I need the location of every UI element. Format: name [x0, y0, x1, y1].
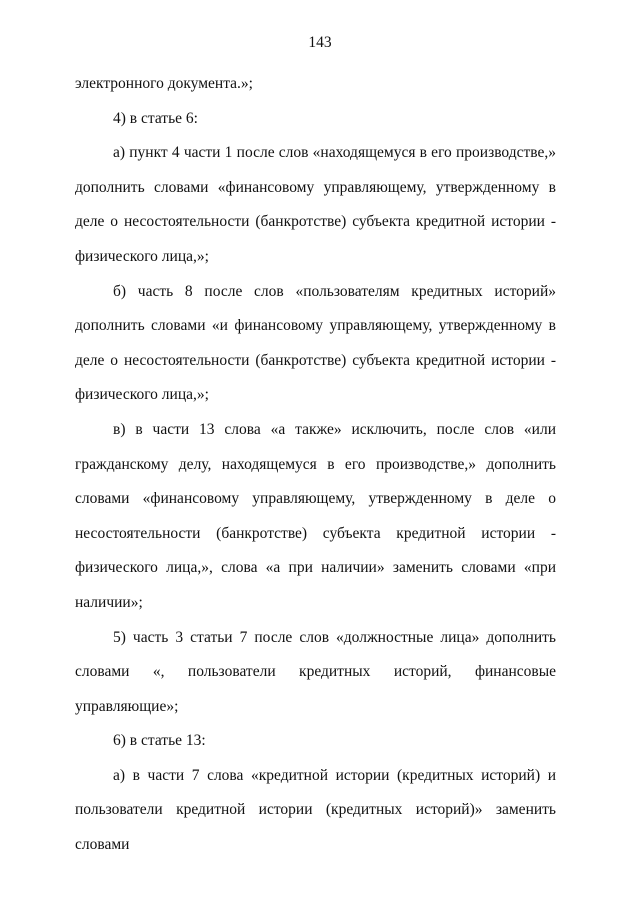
page-number: 143: [308, 34, 332, 51]
paragraph-item-4b: б) часть 8 после слов «пользователям кредитных историй» дополнить словами «и финансовому управляющему, утвержденному в деле о несостоятельности (банкротстве) субъекта кредитной истории - физического лица,»;: [75, 282, 556, 404]
paragraph-item-4v: в) в части 13 слова «а также» исключить, после слов «или гражданскому делу, находящемуся в его производстве,» дополнить словами «финансовому управляющему, утвержденному в деле о несостоятельности (банкротстве) субъекта кредитной истории - физического лица,», слова «а при наличии» заменить словами «при наличии»;: [75, 420, 556, 611]
paragraph-item-6: 6) в статье 13:: [113, 732, 206, 750]
paragraph-item-5: 5) часть 3 статьи 7 после слов «должностные лица» дополнить словами «, пользователи кредитных историй, финансовые управляющие»;: [75, 628, 556, 715]
paragraph-item-6a: а) в части 7 слова «кредитной истории (кредитных историй) и пользователи кредитной истории (кредитных историй)» заменить словами: [75, 766, 556, 854]
paragraph-item-4: 4) в статье 6:: [113, 109, 198, 127]
paragraph-continuation: электронного документа.»;: [75, 75, 253, 92]
document-body: [75, 67, 556, 863]
paragraph-item-4a: а) пункт 4 части 1 после слов «находящемуся в его производстве,» дополнить словами «финансовому управляющему, утвержденному в деле о несостоятельности (банкротстве) субъекта кредитной истории - физического лица,»;: [75, 144, 556, 265]
